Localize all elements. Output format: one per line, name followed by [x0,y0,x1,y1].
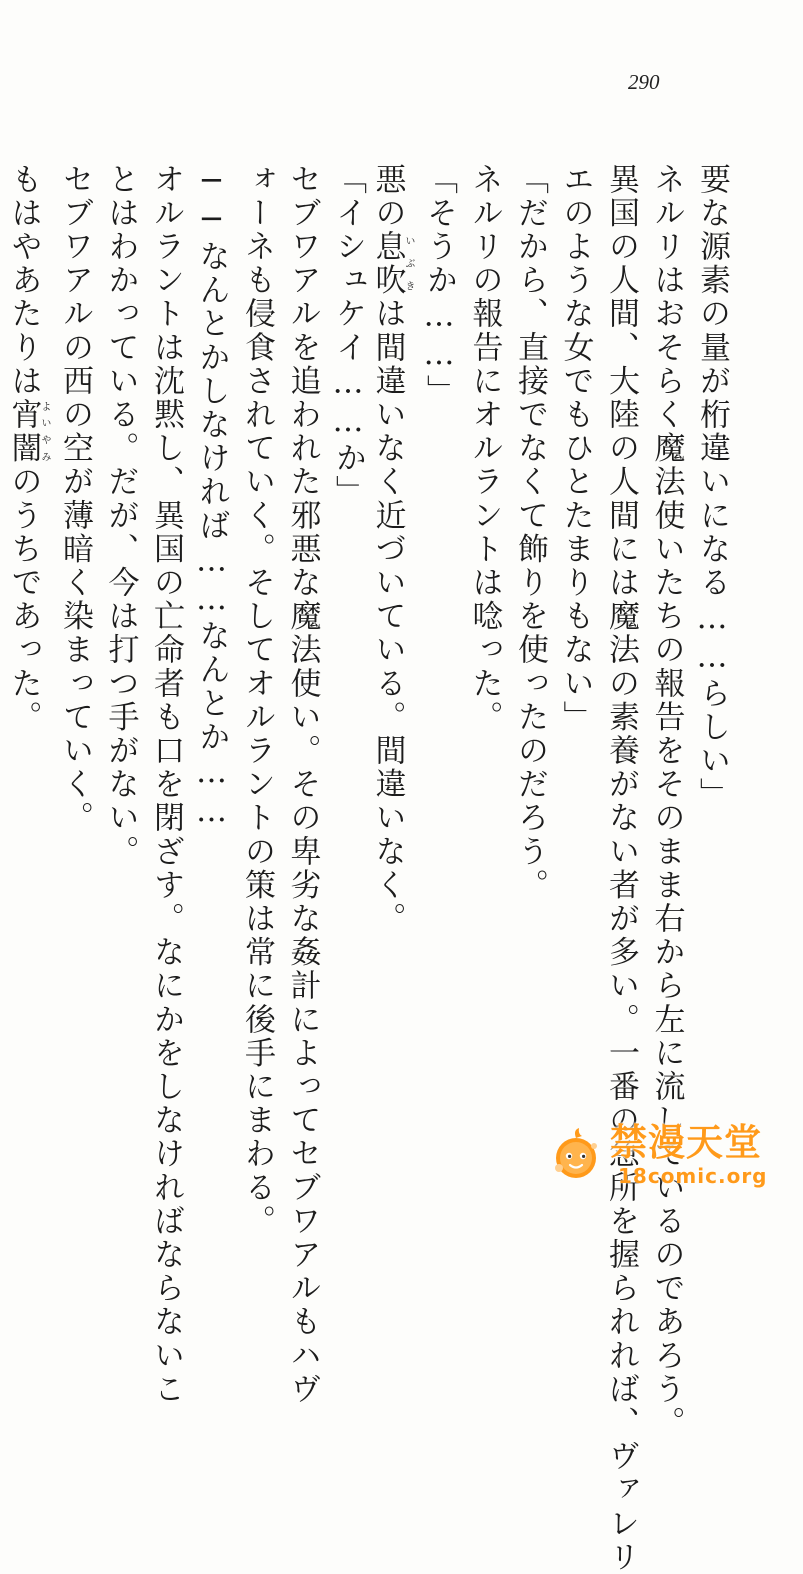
text-column: 「イシュケイ……か」 [330,163,366,509]
watermark-title: 禁漫天堂 [610,1121,762,1164]
page-number: 290 [628,70,660,94]
ruby-base: 宵闇 [5,398,42,466]
text-column: 「そうか……」 [421,163,457,409]
text-segment: のうちであった。 [5,465,42,735]
text-column-first: 要な源素の量が桁違いになる……らしい」 [694,163,730,812]
text-column: ──なんとかしなければ……なんとか…… [193,163,230,832]
ruby-reading: いぶき [403,230,414,298]
text-column: オルラントは沈黙し、異国の亡命者も口を閉ざす。なにかをしなければならないこ [148,163,184,1407]
watermark [548,1118,788,1192]
ruby-word [369,230,414,298]
text-column: ネルリの報告にオルラントは唸った。 [466,163,503,735]
text-column: セブワアルの西の空が薄暗く染まっていく。 [57,163,93,835]
text-segment: 悪の [369,163,406,231]
ruby-word [5,398,50,466]
text-column: ォーネも侵食されていく。そしてオルラントの策は常に後手にまわる。 [239,163,275,1239]
text-column [369,163,414,936]
text-column: 異国の人間、大陸の人間には魔法の素養がない者が多い。一番の急所を握られれば、ヴァレリ [603,163,639,1574]
ruby-reading: よいやみ [39,398,50,466]
text-column-last [5,163,50,735]
text-column: とはわかっている。だが、今は打つ手がない。 [102,163,139,869]
text-segment: は間違いなく近づいている。間違いなく。 [369,297,406,936]
text-column: エのような女でもひとたまりもない」 [557,163,594,735]
text-column: 「だから、直接でなくて飾りを使ったのだろう。 [512,163,548,903]
text-column: セブワアルを追われた邪悪な魔法使い。その卑劣な姦計によってセブワアルもハヴ [284,163,321,1407]
watermark-url: 18comic.org [618,1164,768,1188]
text-segment: もはやあたりは [5,163,42,399]
ruby-base: 息吹 [369,230,406,298]
text-column: ネルリはおそらく魔法使いたちの報告をそのまま右から左に流しているのであろう。 [648,163,685,1440]
mascot-icon [548,1126,604,1182]
